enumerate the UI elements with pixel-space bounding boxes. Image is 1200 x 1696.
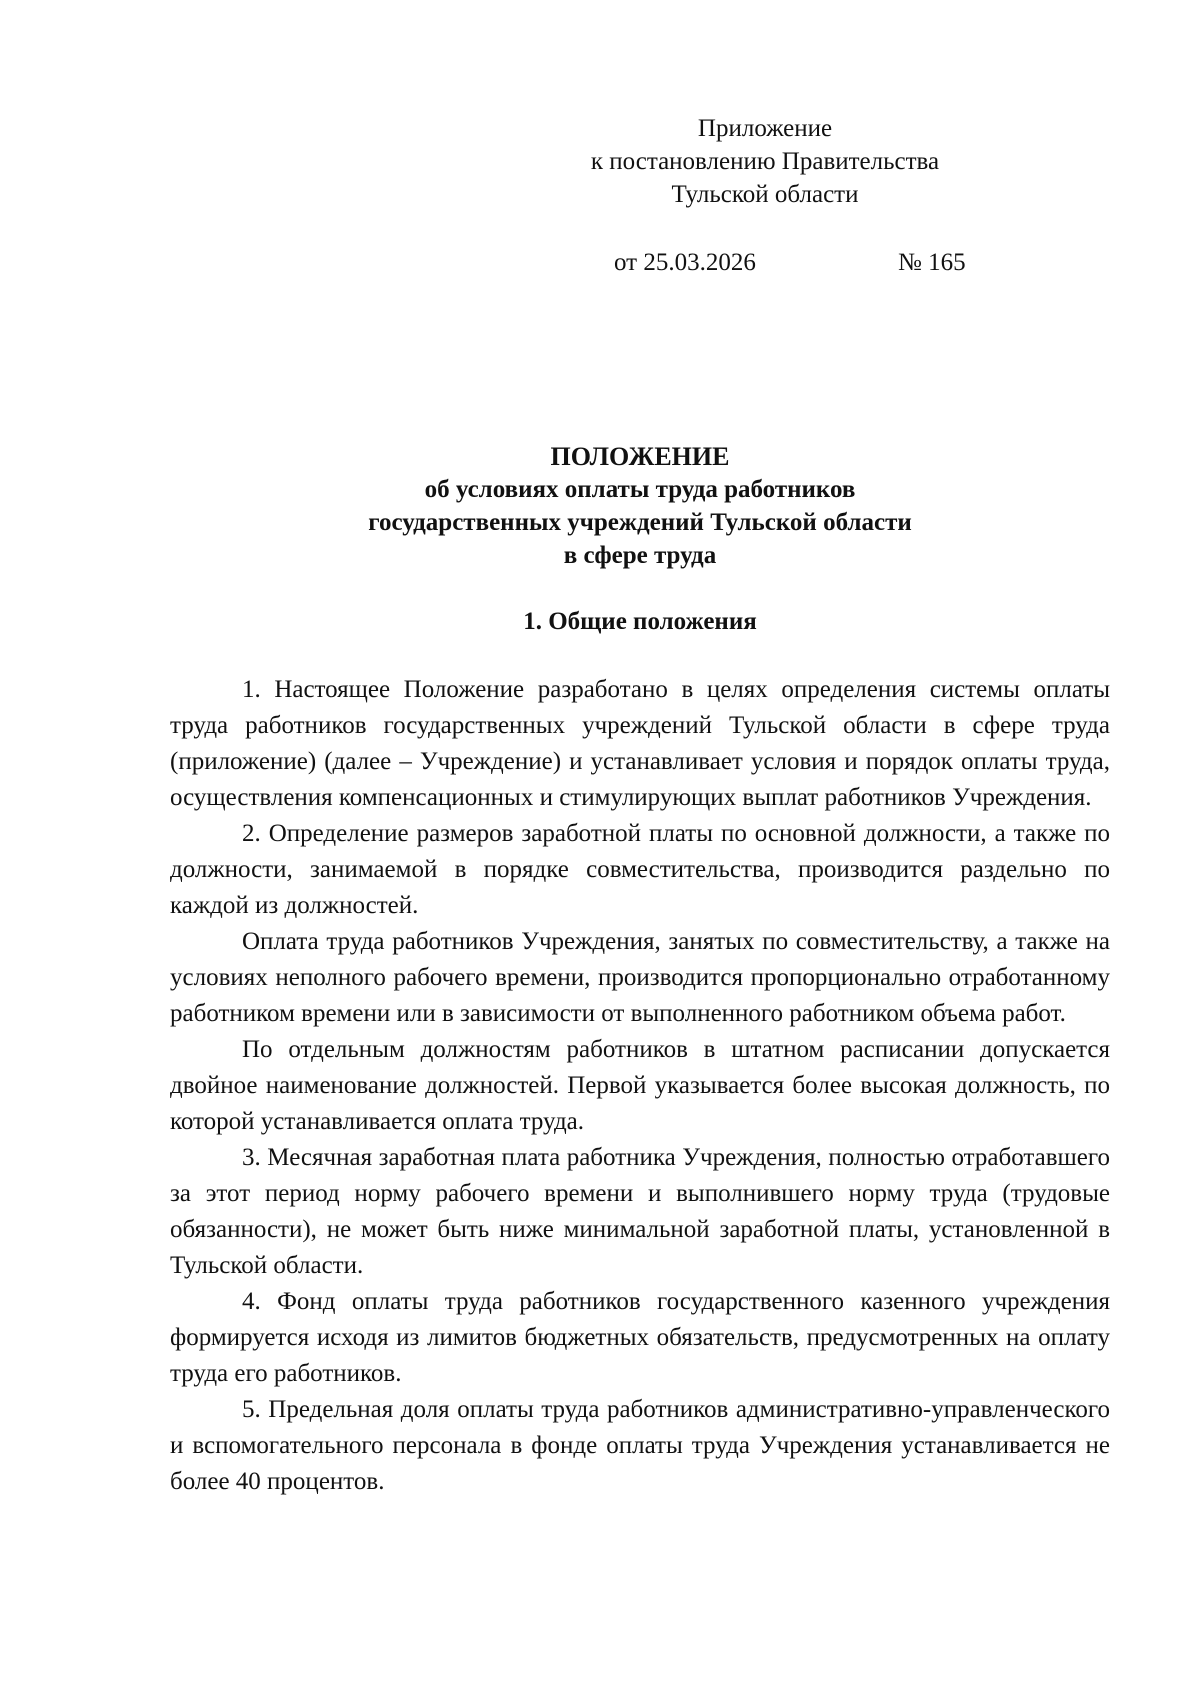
appendix-region: Тульской области <box>671 181 859 208</box>
appendix-date: от 25.03.2026 <box>614 249 756 276</box>
paragraph-1: 1. Настоящее Положение разработано в целях определения системы оплаты труда работников государственных учреждений Тульской области в сфере труда (приложение) (далее – Учреждение) и устанавливает условия и порядок оплаты труда, осуществления компенсационных и стимулирующих выплат работников Учреждения. <box>170 676 1110 811</box>
section-heading: 1. Общие положения <box>523 608 757 635</box>
document-title <box>170 440 1110 572</box>
appendix-number: № 165 <box>898 249 966 276</box>
paragraph-2: 2. Определение размеров заработной платы по основной должности, а также по должности, занимаемой в порядке совместительства, производится раздельно по каждой из должностей. <box>170 820 1110 919</box>
title-subtitle-line-3: в сфере труда <box>563 542 717 569</box>
paragraph-3: 3. Месячная заработная плата работника Учреждения, полностью отработавшего за этот период норму рабочего времени и выполнившего норму труда (трудовые обязанности), не может быть ниже минимальной заработной платы, установленной в Тульской области. <box>170 1144 1110 1279</box>
appendix-label: Приложение <box>697 115 833 142</box>
document-body <box>170 672 1110 1500</box>
title-subtitle-line-2: государственных учреждений Тульской области <box>368 509 912 536</box>
title-subtitle-line-1: об условиях оплаты труда работников <box>424 476 856 503</box>
appendix-block <box>560 112 970 211</box>
paragraph-2-continuation: Оплата труда работников Учреждения, занятых по совместительству, а также на условиях неполного рабочего времени, производится пропорционально отработанному работником времени или в зависимости от выполненного работником объема работ. <box>170 928 1110 1027</box>
paragraph-4: 4. Фонд оплаты труда работников государственного казенного учреждения формируется исходя из лимитов бюджетных обязательств, предусмотренных на оплату труда его работников. <box>170 1288 1110 1387</box>
title-main: ПОЛОЖЕНИЕ <box>550 442 730 471</box>
paragraph-5: 5. Предельная доля оплаты труда работников административно-управленческого и вспомогательного персонала в фонде оплаты труда Учреждения устанавливается не более 40 процентов. <box>170 1396 1110 1495</box>
appendix-reference: к постановлению Правительства <box>590 148 940 175</box>
paragraph-2-double-title: По отдельным должностям работников в штатном расписании допускается двойное наименование должностей. Первой указывается более высокая должность, по которой устанавливается оплата труда. <box>170 1036 1110 1135</box>
